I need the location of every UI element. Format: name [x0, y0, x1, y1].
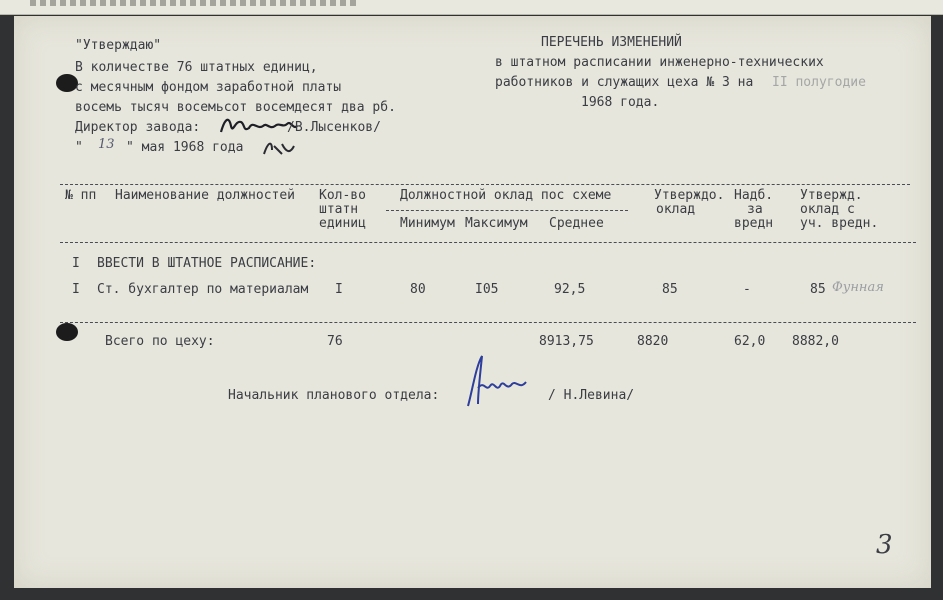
doc-title: ПЕРЕЧЕНЬ ИЗМЕНЕНИЙ: [541, 35, 682, 50]
handwritten-note: Фунная: [832, 280, 884, 295]
section-num: I: [72, 256, 80, 271]
approval-line: восемь тысяч восемьсот восемдесят два рб.: [75, 100, 396, 115]
header-name: Наименование должностей: [115, 188, 296, 203]
page-mark: 3: [876, 530, 893, 560]
approval-heading: "Утверждаю": [75, 38, 162, 53]
doc-subtitle-faded: II полугодие: [772, 75, 866, 90]
row-name: Ст. бухгалтер по материалам: [97, 282, 309, 297]
total-label: Всего по цеху:: [105, 334, 215, 349]
doc-year: 1968 года.: [581, 95, 660, 110]
header-count: Кол-во: [319, 188, 366, 203]
punch-hole: [56, 323, 78, 341]
header-surcharge: за: [747, 202, 763, 217]
row-approved-harm: 85: [810, 282, 826, 297]
row-count: I: [335, 282, 343, 297]
header-surcharge: Надб.: [734, 188, 774, 203]
director-label: Директор завода:: [75, 120, 201, 135]
doc-subtitle: в штатном расписании инженерно-технических: [495, 55, 824, 70]
total-surcharge: 62,0: [734, 334, 766, 349]
date-rest: " мая 1968 года: [126, 140, 244, 155]
total-approved: 8820: [637, 334, 669, 349]
header-approved-harm: Утвержд.: [800, 188, 863, 203]
total-count: 76: [327, 334, 343, 349]
header-salary-group: Должностной оклад пос схеме: [400, 188, 612, 203]
header-approved-harm: уч. вредн.: [800, 216, 879, 231]
header-count: штатн: [319, 202, 359, 217]
row-min: 80: [410, 282, 426, 297]
header-count: единиц: [319, 216, 366, 231]
planning-head-signature: [460, 352, 536, 412]
row-approved: 85: [662, 282, 678, 297]
header-num: № пп: [65, 188, 97, 203]
doc-subtitle: работников и служащих цеха № 3 на: [495, 75, 754, 90]
table-rule: [60, 242, 916, 243]
section-title: ВВЕСТИ В ШТАТНОЕ РАСПИСАНИЕ:: [97, 256, 317, 271]
header-max: Максимум: [465, 216, 528, 231]
header-avg: Среднее: [549, 216, 604, 231]
row-avg: 92,5: [554, 282, 586, 297]
document-page: [14, 16, 931, 588]
underlying-sheet-edge: [0, 0, 943, 15]
total-avg: 8913,75: [539, 334, 594, 349]
date-day-handwritten: 13: [98, 137, 115, 152]
total-approved-harm: 8882,0: [792, 334, 839, 349]
director-name: /В.Лысенков/: [287, 120, 381, 135]
header-approved-harm: оклад с: [800, 202, 855, 217]
header-subrule: [386, 210, 628, 211]
header-min: Минимум: [400, 216, 455, 231]
table-rule: [60, 322, 916, 323]
row-max: I05: [475, 282, 499, 297]
table-rule: [60, 184, 910, 185]
planning-head-label: Начальник планового отдела:: [228, 388, 440, 403]
header-approved: оклад: [656, 202, 696, 217]
header-approved: Утверждо.: [654, 188, 725, 203]
approval-line: В количестве 76 штатных единиц,: [75, 60, 318, 75]
header-surcharge: вредн: [734, 216, 774, 231]
approval-line: с месячным фондом заработной платы: [75, 80, 342, 95]
date-quote: ": [75, 140, 83, 155]
date-initials: [260, 136, 300, 160]
row-surcharge: -: [743, 282, 751, 297]
row-num: I: [72, 282, 80, 297]
planning-head-name: / Н.Левина/: [548, 388, 635, 403]
